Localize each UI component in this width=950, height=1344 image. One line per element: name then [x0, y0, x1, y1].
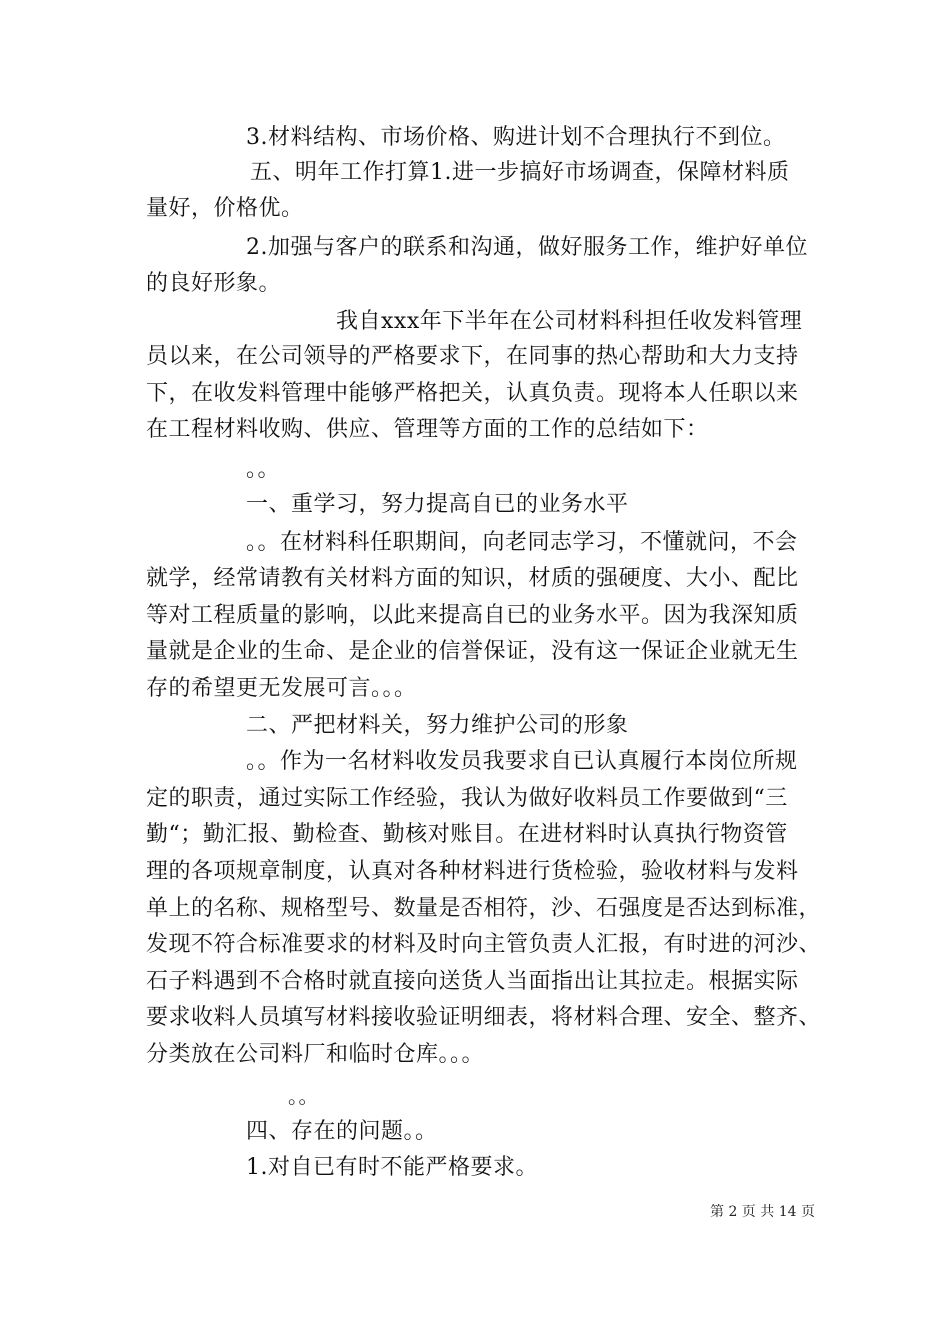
paragraph-line: 的良好形象。 [146, 271, 282, 296]
paragraph-line: 石子料遇到不合格时就直接向送货人当面指出让其拉走。根据实际 [146, 969, 799, 994]
paragraph-line: 员以来，在公司领导的严格要求下，在同事的热心帮助和大力支持 [146, 344, 799, 369]
paragraph-line: 就学，经常请教有关材料方面的知识，材质的强硬度、大小、配比 [146, 566, 799, 591]
paragraph-line: 量好，价格优。 [146, 196, 304, 221]
section-heading-line: 一、重学习，努力提高自已的业务水平 [246, 492, 629, 517]
paragraph-line: 定的职责，通过实际工作经验，我认为做好收料员工作要做到“三 [146, 786, 788, 811]
page-number-footer: 第 2 页 共 14 页 [710, 1204, 815, 1220]
paragraph-line: 我自xxx年下半年在公司材料科担任收发料管理 [336, 309, 803, 334]
paragraph-line: 下，在收发料管理中能够严格把关，认真负责。现将本人任职以来 [146, 381, 799, 406]
paragraph-line: 。。 [246, 457, 281, 482]
paragraph-line: 等对工程质量的影响，以此来提高自已的业务水平。因为我深知质 [146, 603, 799, 628]
paragraph-line: 。。 [288, 1084, 319, 1108]
paragraph-line: 量就是企业的生命、是企业的信誉保证，没有这一保证企业就无生 [146, 639, 799, 664]
paragraph-line: 分类放在公司料厂和临时仓库。。。 [146, 1042, 485, 1067]
paragraph-line: 理的各项规章制度，认真对各种材料进行货检验，验收材料与发料 [146, 859, 799, 884]
paragraph-line: 1.对自已有时不能严格要求。 [246, 1155, 538, 1180]
paragraph-line: 要求收料人员填写材料接收验证明细表，将材料合理、安全、整齐、 [146, 1005, 822, 1030]
paragraph-line: 存的希望更无发展可言。。。 [146, 676, 417, 701]
paragraph-line: 。。作为一名材料收发员我要求自已认真履行本岗位所规 [246, 749, 798, 774]
paragraph-line: 2.加强与客户的联系和沟通，做好服务工作，维护好单位 [246, 235, 808, 260]
paragraph-line: 3.材料结构、市场价格、购进计划不合理执行不到位。 [246, 125, 786, 150]
paragraph-line: 在工程材料收购、供应、管理等方面的工作的总结如下： [146, 417, 709, 442]
paragraph-line: 发现不符合标准要求的材料及时向主管负责人汇报，有时进的河沙、 [146, 932, 822, 957]
paragraph-line: 勤“；勤汇报、勤检查、勤核对账目。在进材料时认真执行物资管 [146, 822, 788, 847]
paragraph-line: 。。在材料科任职期间，向老同志学习，不懂就问，不会 [246, 530, 798, 555]
paragraph-line: 单上的名称、规格型号、数量是否相符，沙、石强度是否达到标准， [146, 896, 822, 921]
section-heading-line: 二、严把材料关，努力维护公司的形象 [246, 713, 629, 738]
section-heading-line: 五、明年工作打算1.进一步搞好市场调查，保障材料质 [250, 160, 790, 185]
section-heading-line: 四、存在的问题。。 [246, 1119, 438, 1144]
